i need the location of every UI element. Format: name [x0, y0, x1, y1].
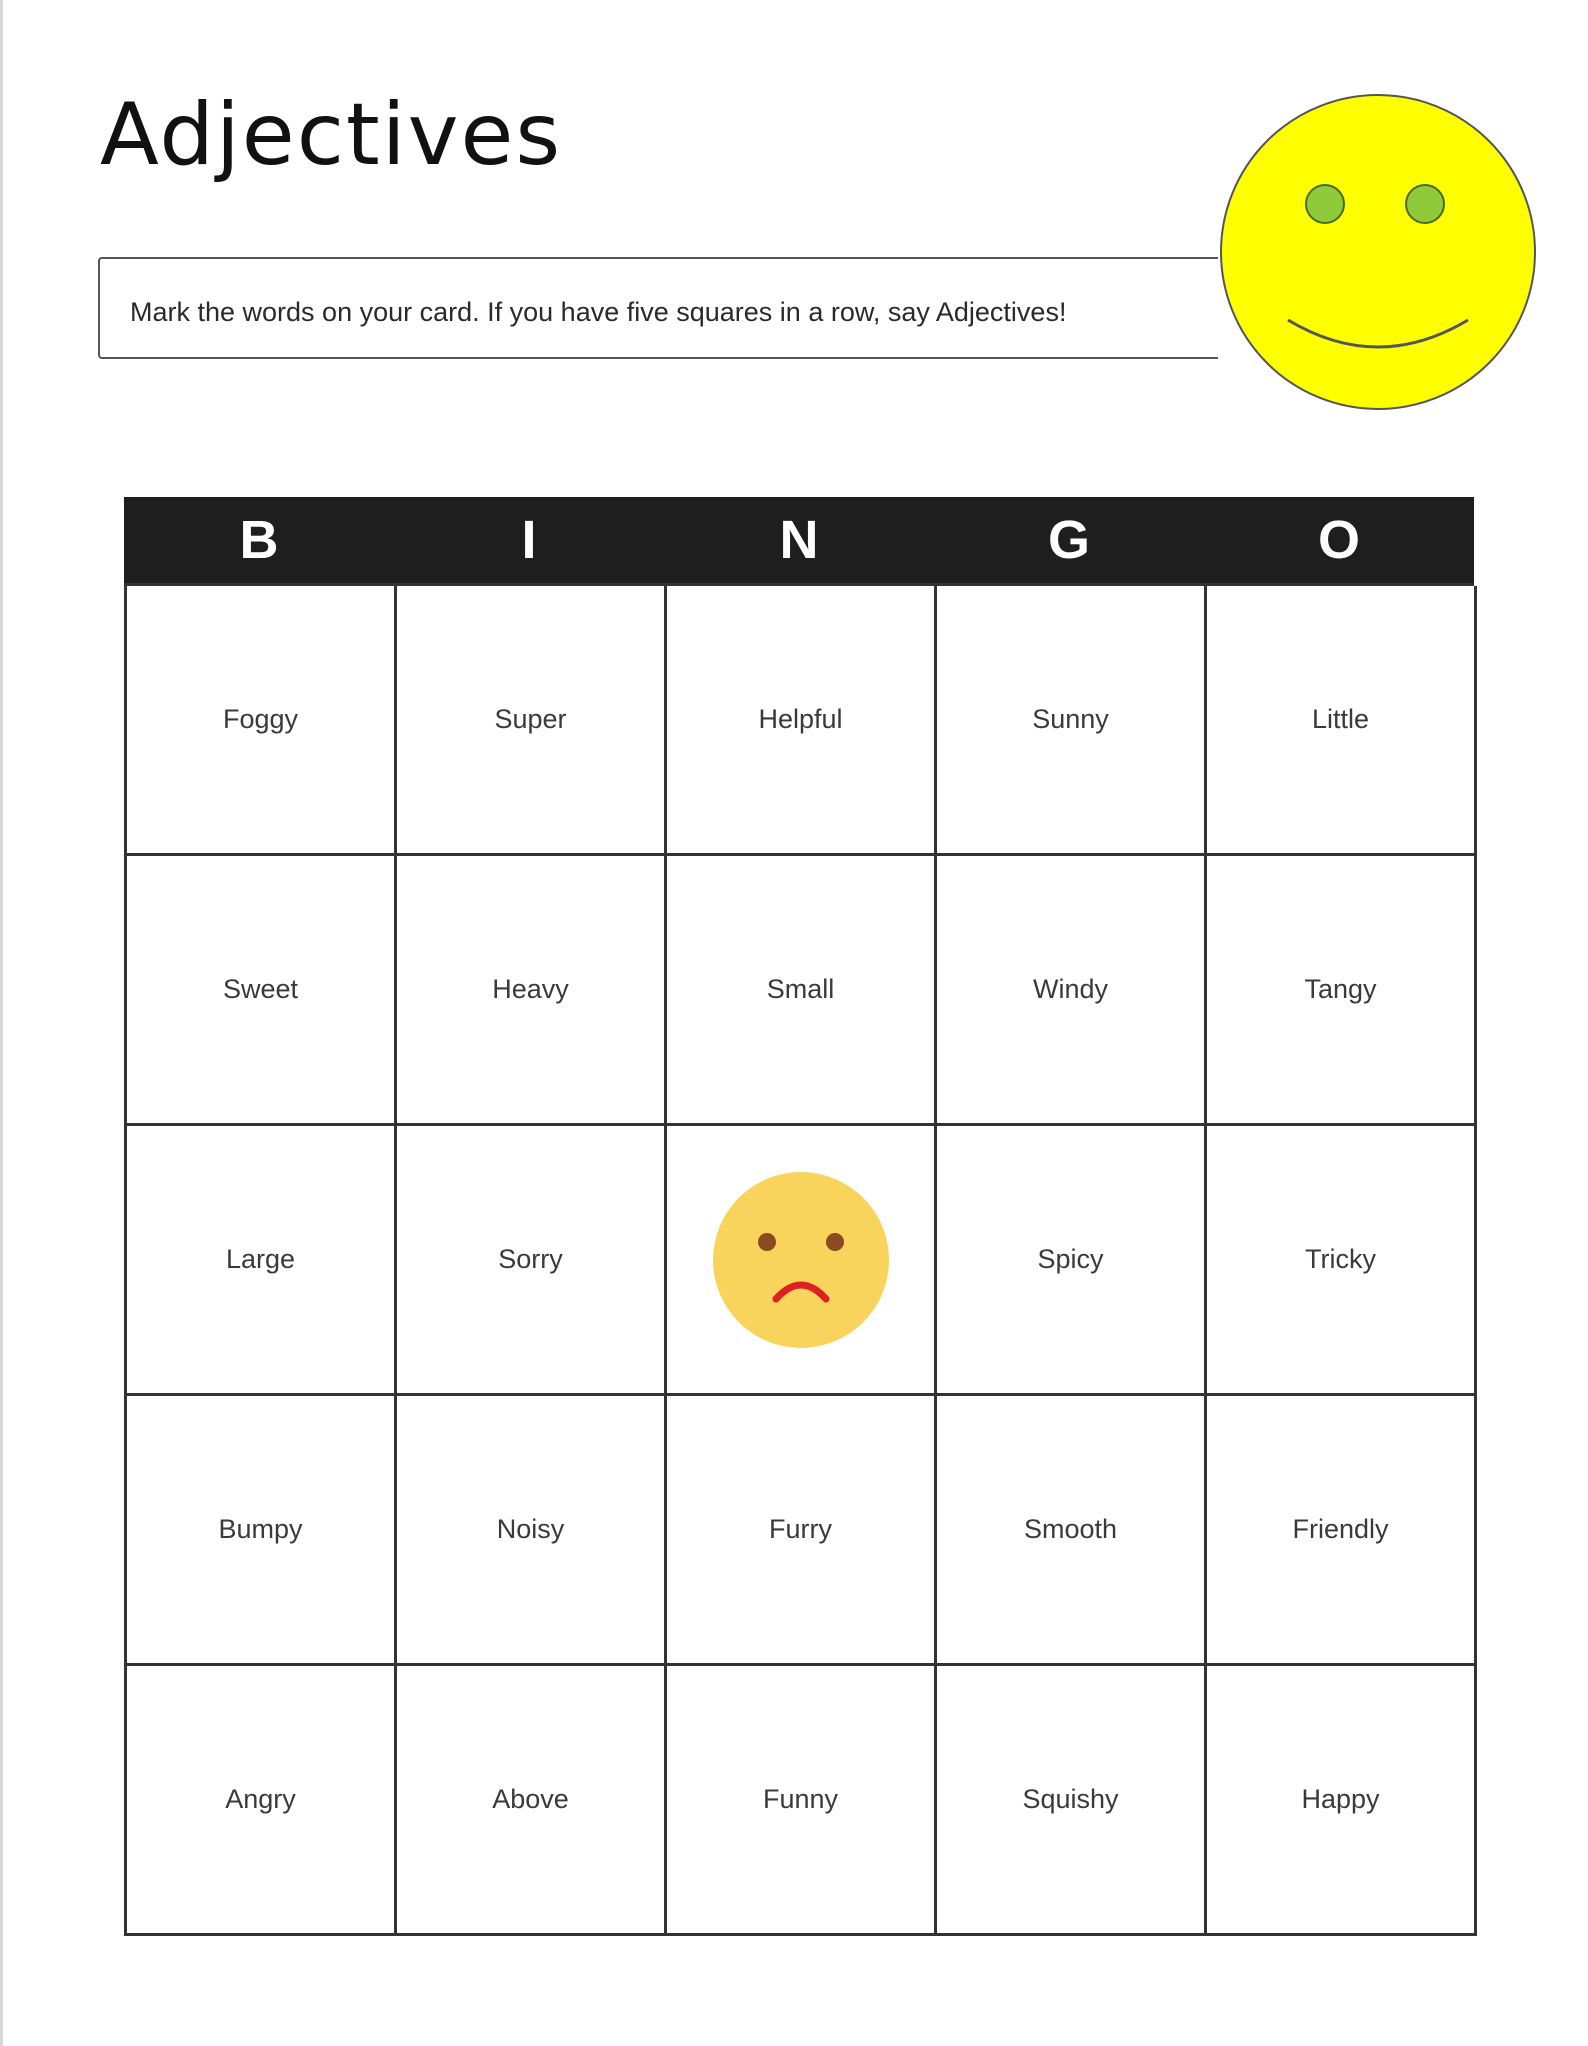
- bingo-cell: Heavy: [397, 856, 667, 1126]
- bingo-cell: Bumpy: [127, 1396, 397, 1666]
- bingo-cell: Above: [397, 1666, 667, 1936]
- bingo-cell: Small: [667, 856, 937, 1126]
- bingo-header-i: I: [521, 510, 537, 570]
- bingo-free-space: [667, 1126, 937, 1396]
- bingo-cell: Helpful: [667, 586, 937, 856]
- bingo-cell: Tangy: [1207, 856, 1477, 1126]
- bingo-cell: Smooth: [937, 1396, 1207, 1666]
- bingo-grid: [124, 583, 1474, 1936]
- bingo-cell: Noisy: [397, 1396, 667, 1666]
- bingo-cell: Tricky: [1207, 1126, 1477, 1396]
- bingo-cell: Happy: [1207, 1666, 1477, 1936]
- bingo-cell: Little: [1207, 586, 1477, 856]
- bingo-cell: Friendly: [1207, 1396, 1477, 1666]
- smiley-face-icon: [1218, 92, 1538, 412]
- bingo-header: [124, 497, 1474, 583]
- bingo-cell: Foggy: [127, 586, 397, 856]
- bingo-header-b: B: [239, 510, 279, 570]
- bingo-header-g: G: [1047, 510, 1090, 570]
- page-title: Adjectives: [100, 85, 563, 185]
- sad-face-icon: [712, 1171, 890, 1349]
- bingo-cell: Super: [397, 586, 667, 856]
- bingo-cell: Sunny: [937, 586, 1207, 856]
- instructions-box: [98, 257, 1218, 359]
- bingo-cell: Squishy: [937, 1666, 1207, 1936]
- bingo-cell: Sorry: [397, 1126, 667, 1396]
- bingo-header-o: O: [1317, 510, 1360, 570]
- bingo-card: [124, 497, 1474, 1936]
- bingo-cell: Furry: [667, 1396, 937, 1666]
- bingo-cell: Funny: [667, 1666, 937, 1936]
- instructions-text: Mark the words on your card. If you have five squares in a row, say Adjectives!: [130, 297, 1067, 327]
- bingo-cell: Spicy: [937, 1126, 1207, 1396]
- bingo-cell: Sweet: [127, 856, 397, 1126]
- bingo-cell: Windy: [937, 856, 1207, 1126]
- bingo-header-n: N: [779, 510, 819, 570]
- bingo-cell: Angry: [127, 1666, 397, 1936]
- page-edge-rule: [0, 0, 3, 2046]
- bingo-cell: Large: [127, 1126, 397, 1396]
